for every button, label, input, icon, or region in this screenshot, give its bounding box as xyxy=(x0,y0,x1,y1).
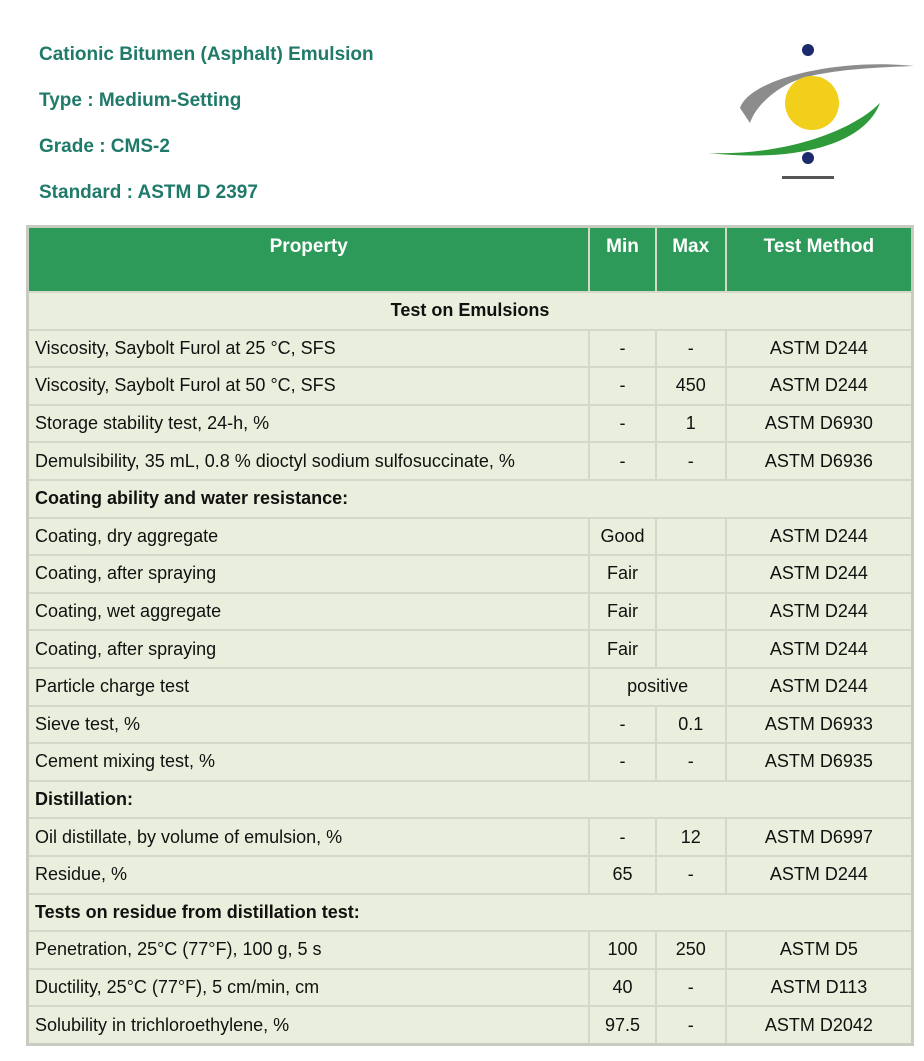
company-logo-icon xyxy=(700,38,916,198)
max-cell xyxy=(656,630,726,668)
table-row xyxy=(28,743,913,781)
product-title: Cationic Bitumen (Asphalt) Emulsion xyxy=(39,44,374,65)
max-cell: - xyxy=(656,743,726,781)
min-cell: - xyxy=(589,330,655,368)
table-row xyxy=(28,818,913,856)
min-cell: - xyxy=(589,367,655,405)
method-cell: ASTM D5 xyxy=(726,931,913,969)
property-cell: Storage stability test, 24-h, % xyxy=(28,405,590,443)
min-cell: - xyxy=(589,743,655,781)
min-cell: - xyxy=(589,818,655,856)
method-cell: ASTM D244 xyxy=(726,630,913,668)
col-header-method: Test Method xyxy=(726,227,913,293)
max-cell: 0.1 xyxy=(656,706,726,744)
property-cell: Particle charge test xyxy=(28,668,590,706)
method-cell: ASTM D6997 xyxy=(726,818,913,856)
property-cell: Sieve test, % xyxy=(28,706,590,744)
method-cell: ASTM D244 xyxy=(726,330,913,368)
max-cell xyxy=(656,555,726,593)
range-cell: positive xyxy=(589,668,725,706)
min-cell: 100 xyxy=(589,931,655,969)
table-row xyxy=(28,330,913,368)
table-header-row xyxy=(28,227,913,293)
method-cell: ASTM D244 xyxy=(726,856,913,894)
max-cell: 450 xyxy=(656,367,726,405)
min-cell: 97.5 xyxy=(589,1006,655,1044)
table-row xyxy=(28,931,913,969)
col-header-property: Property xyxy=(28,227,590,293)
section-heading: Distillation: xyxy=(28,781,913,819)
max-cell: - xyxy=(656,1006,726,1044)
table-row xyxy=(28,706,913,744)
min-cell: Fair xyxy=(589,593,655,631)
min-cell: 65 xyxy=(589,856,655,894)
property-cell: Penetration, 25°C (77°F), 100 g, 5 s xyxy=(28,931,590,969)
section-row xyxy=(28,292,913,330)
table-row xyxy=(28,1006,913,1044)
product-standard: Standard : ASTM D 2397 xyxy=(39,182,258,203)
min-cell: - xyxy=(589,405,655,443)
table-body xyxy=(28,292,913,1044)
max-cell: 12 xyxy=(656,818,726,856)
max-cell: - xyxy=(656,969,726,1007)
method-cell: ASTM D244 xyxy=(726,367,913,405)
method-cell: ASTM D244 xyxy=(726,518,913,556)
method-cell: ASTM D244 xyxy=(726,555,913,593)
property-cell: Coating, dry aggregate xyxy=(28,518,590,556)
property-cell: Oil distillate, by volume of emulsion, % xyxy=(28,818,590,856)
max-cell: - xyxy=(656,442,726,480)
table-row xyxy=(28,405,913,443)
product-grade: Grade : CMS-2 xyxy=(39,136,170,157)
table-row xyxy=(28,593,913,631)
property-cell: Viscosity, Saybolt Furol at 50 °C, SFS xyxy=(28,367,590,405)
table-row xyxy=(28,367,913,405)
section-heading: Coating ability and water resistance: xyxy=(28,480,913,518)
property-cell: Ductility, 25°C (77°F), 5 cm/min, cm xyxy=(28,969,590,1007)
table-row xyxy=(28,969,913,1007)
property-cell: Solubility in trichloroethylene, % xyxy=(28,1006,590,1044)
table-row xyxy=(28,668,913,706)
method-cell: ASTM D6930 xyxy=(726,405,913,443)
col-header-min: Min xyxy=(589,227,655,293)
method-cell: ASTM D244 xyxy=(726,668,913,706)
section-row xyxy=(28,894,913,932)
min-cell: Fair xyxy=(589,555,655,593)
max-cell: - xyxy=(656,856,726,894)
product-type: Type : Medium-Setting xyxy=(39,90,242,111)
table-row xyxy=(28,518,913,556)
property-cell: Coating, wet aggregate xyxy=(28,593,590,631)
property-cell: Residue, % xyxy=(28,856,590,894)
section-heading: Test on Emulsions xyxy=(28,292,913,330)
section-row xyxy=(28,781,913,819)
method-cell: ASTM D6935 xyxy=(726,743,913,781)
table-row xyxy=(28,856,913,894)
max-cell xyxy=(656,518,726,556)
spec-table xyxy=(26,225,914,1046)
method-cell: ASTM D2042 xyxy=(726,1006,913,1044)
property-cell: Viscosity, Saybolt Furol at 25 °C, SFS xyxy=(28,330,590,368)
method-cell: ASTM D6936 xyxy=(726,442,913,480)
min-cell: - xyxy=(589,706,655,744)
property-cell: Demulsibility, 35 mL, 0.8 % dioctyl sodium sulfosuccinate, % xyxy=(28,442,590,480)
min-cell: Fair xyxy=(589,630,655,668)
col-header-max: Max xyxy=(656,227,726,293)
section-heading: Tests on residue from distillation test: xyxy=(28,894,913,932)
table-row xyxy=(28,442,913,480)
table-row xyxy=(28,555,913,593)
min-cell: Good xyxy=(589,518,655,556)
max-cell: 250 xyxy=(656,931,726,969)
max-cell: - xyxy=(656,330,726,368)
property-cell: Coating, after spraying xyxy=(28,555,590,593)
min-cell: 40 xyxy=(589,969,655,1007)
property-cell: Cement mixing test, % xyxy=(28,743,590,781)
method-cell: ASTM D244 xyxy=(726,593,913,631)
max-cell: 1 xyxy=(656,405,726,443)
method-cell: ASTM D6933 xyxy=(726,706,913,744)
property-cell: Coating, after spraying xyxy=(28,630,590,668)
min-cell: - xyxy=(589,442,655,480)
max-cell xyxy=(656,593,726,631)
table-row xyxy=(28,630,913,668)
section-row xyxy=(28,480,913,518)
method-cell: ASTM D113 xyxy=(726,969,913,1007)
